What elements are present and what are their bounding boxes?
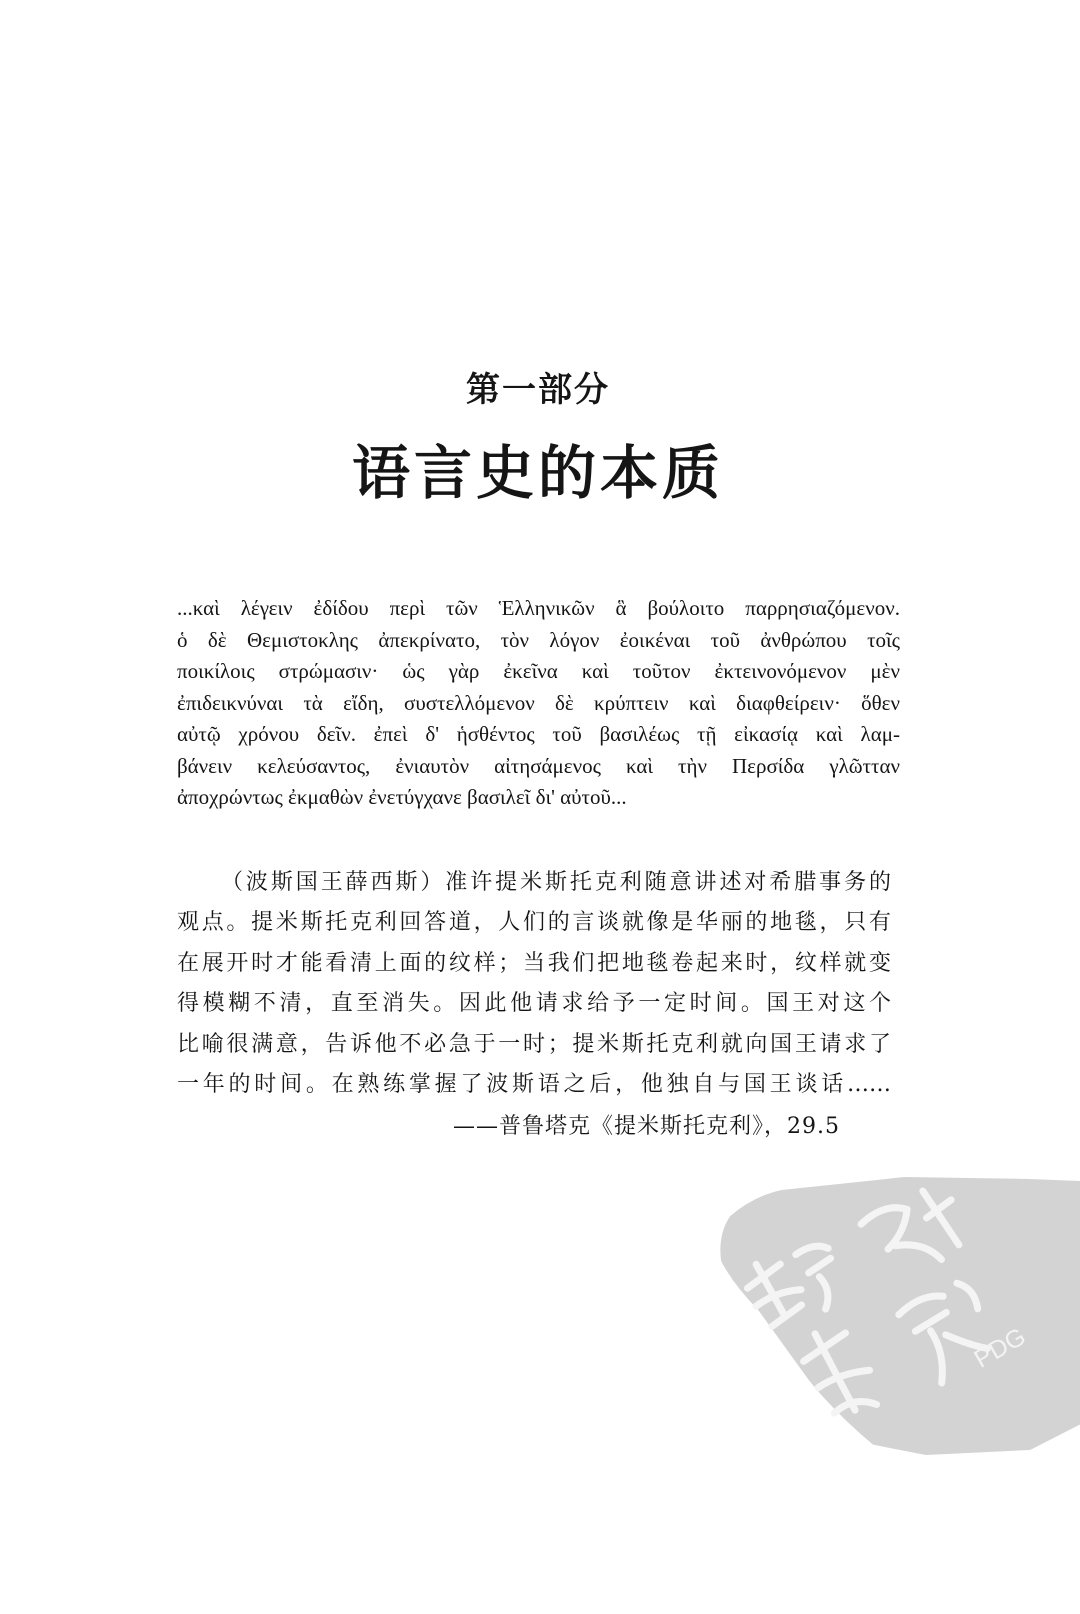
greek-line: ὁ δὲ Θεμιστοκλης ἀπεκρίνατο, τὸν λόγον ἐοικέναι τοῦ ἀνθρώπου τοῖς — [177, 627, 900, 652]
attribution: ——普鲁塔克《提米斯托克利》，29.5 — [453, 1114, 840, 1139]
translation-line: （波斯国王薛西斯）准许提米斯托克利随意讲述对希腊事务的 — [221, 870, 891, 895]
chapter-title: 语言史的本质 — [351, 439, 724, 507]
greek-line: ἀποχρώντως ἐκμαθὼν ἐνετύγχανε βασιλεῖ δι' αὐτοῦ... — [177, 785, 627, 809]
watermark-label: PDG — [969, 1322, 1031, 1374]
greek-line: ἐπιδεικνύναι τὰ εἴδη, συστελλόμενον δὲ κρύπτειν καὶ διαφθείρειν· ὅθεν — [177, 690, 900, 715]
translation-paragraph — [177, 863, 891, 1105]
greek-line: βάνειν κελεύσαντος, ἐνιαυτὸν αἰτησάμενος καὶ τὴν Περσίδα γλῶτταν — [177, 753, 900, 778]
seal-stamp-icon — [700, 1150, 1080, 1460]
greek-line: αὐτῷ χρόνου δεῖν. ἐπεὶ δ' ἡσθέντος τοῦ βασιλέως τῇ εἰκασίᾳ καὶ λαμ- — [177, 722, 900, 746]
greek-line: ...καὶ λέγειν ἐδίδου περὶ τῶν Ἑλληνικῶν ἃ βούλοιτο παρρησιαζόμενον. — [177, 596, 900, 620]
translation-line: 在展开时才能看清上面的纹样；当我们把地毯卷起来时，纹样就变 — [177, 950, 891, 976]
greek-epigraph — [177, 593, 900, 814]
translation-line: 得模糊不清，直至消失。因此他请求给予一定时间。国王对这个 — [177, 991, 891, 1017]
translation-line: 一年的时间。在熟练掌握了波斯语之后，他独自与国王谈话…… — [177, 1072, 891, 1098]
greek-line: ποικίλοις στρώμασιν· ὡς γὰρ ἐκεῖνα καὶ τοῦτον ἐκτεινονόμενον μὲν — [177, 659, 900, 683]
part-label: 第一部分 — [466, 370, 610, 410]
translation-line: 观点。提米斯托克利回答道，人们的言谈就像是华丽的地毯，只有 — [177, 910, 891, 936]
translation-line: 比喻很满意，告诉他不必急于一时；提米斯托克利就向国王请求了 — [177, 1031, 891, 1057]
